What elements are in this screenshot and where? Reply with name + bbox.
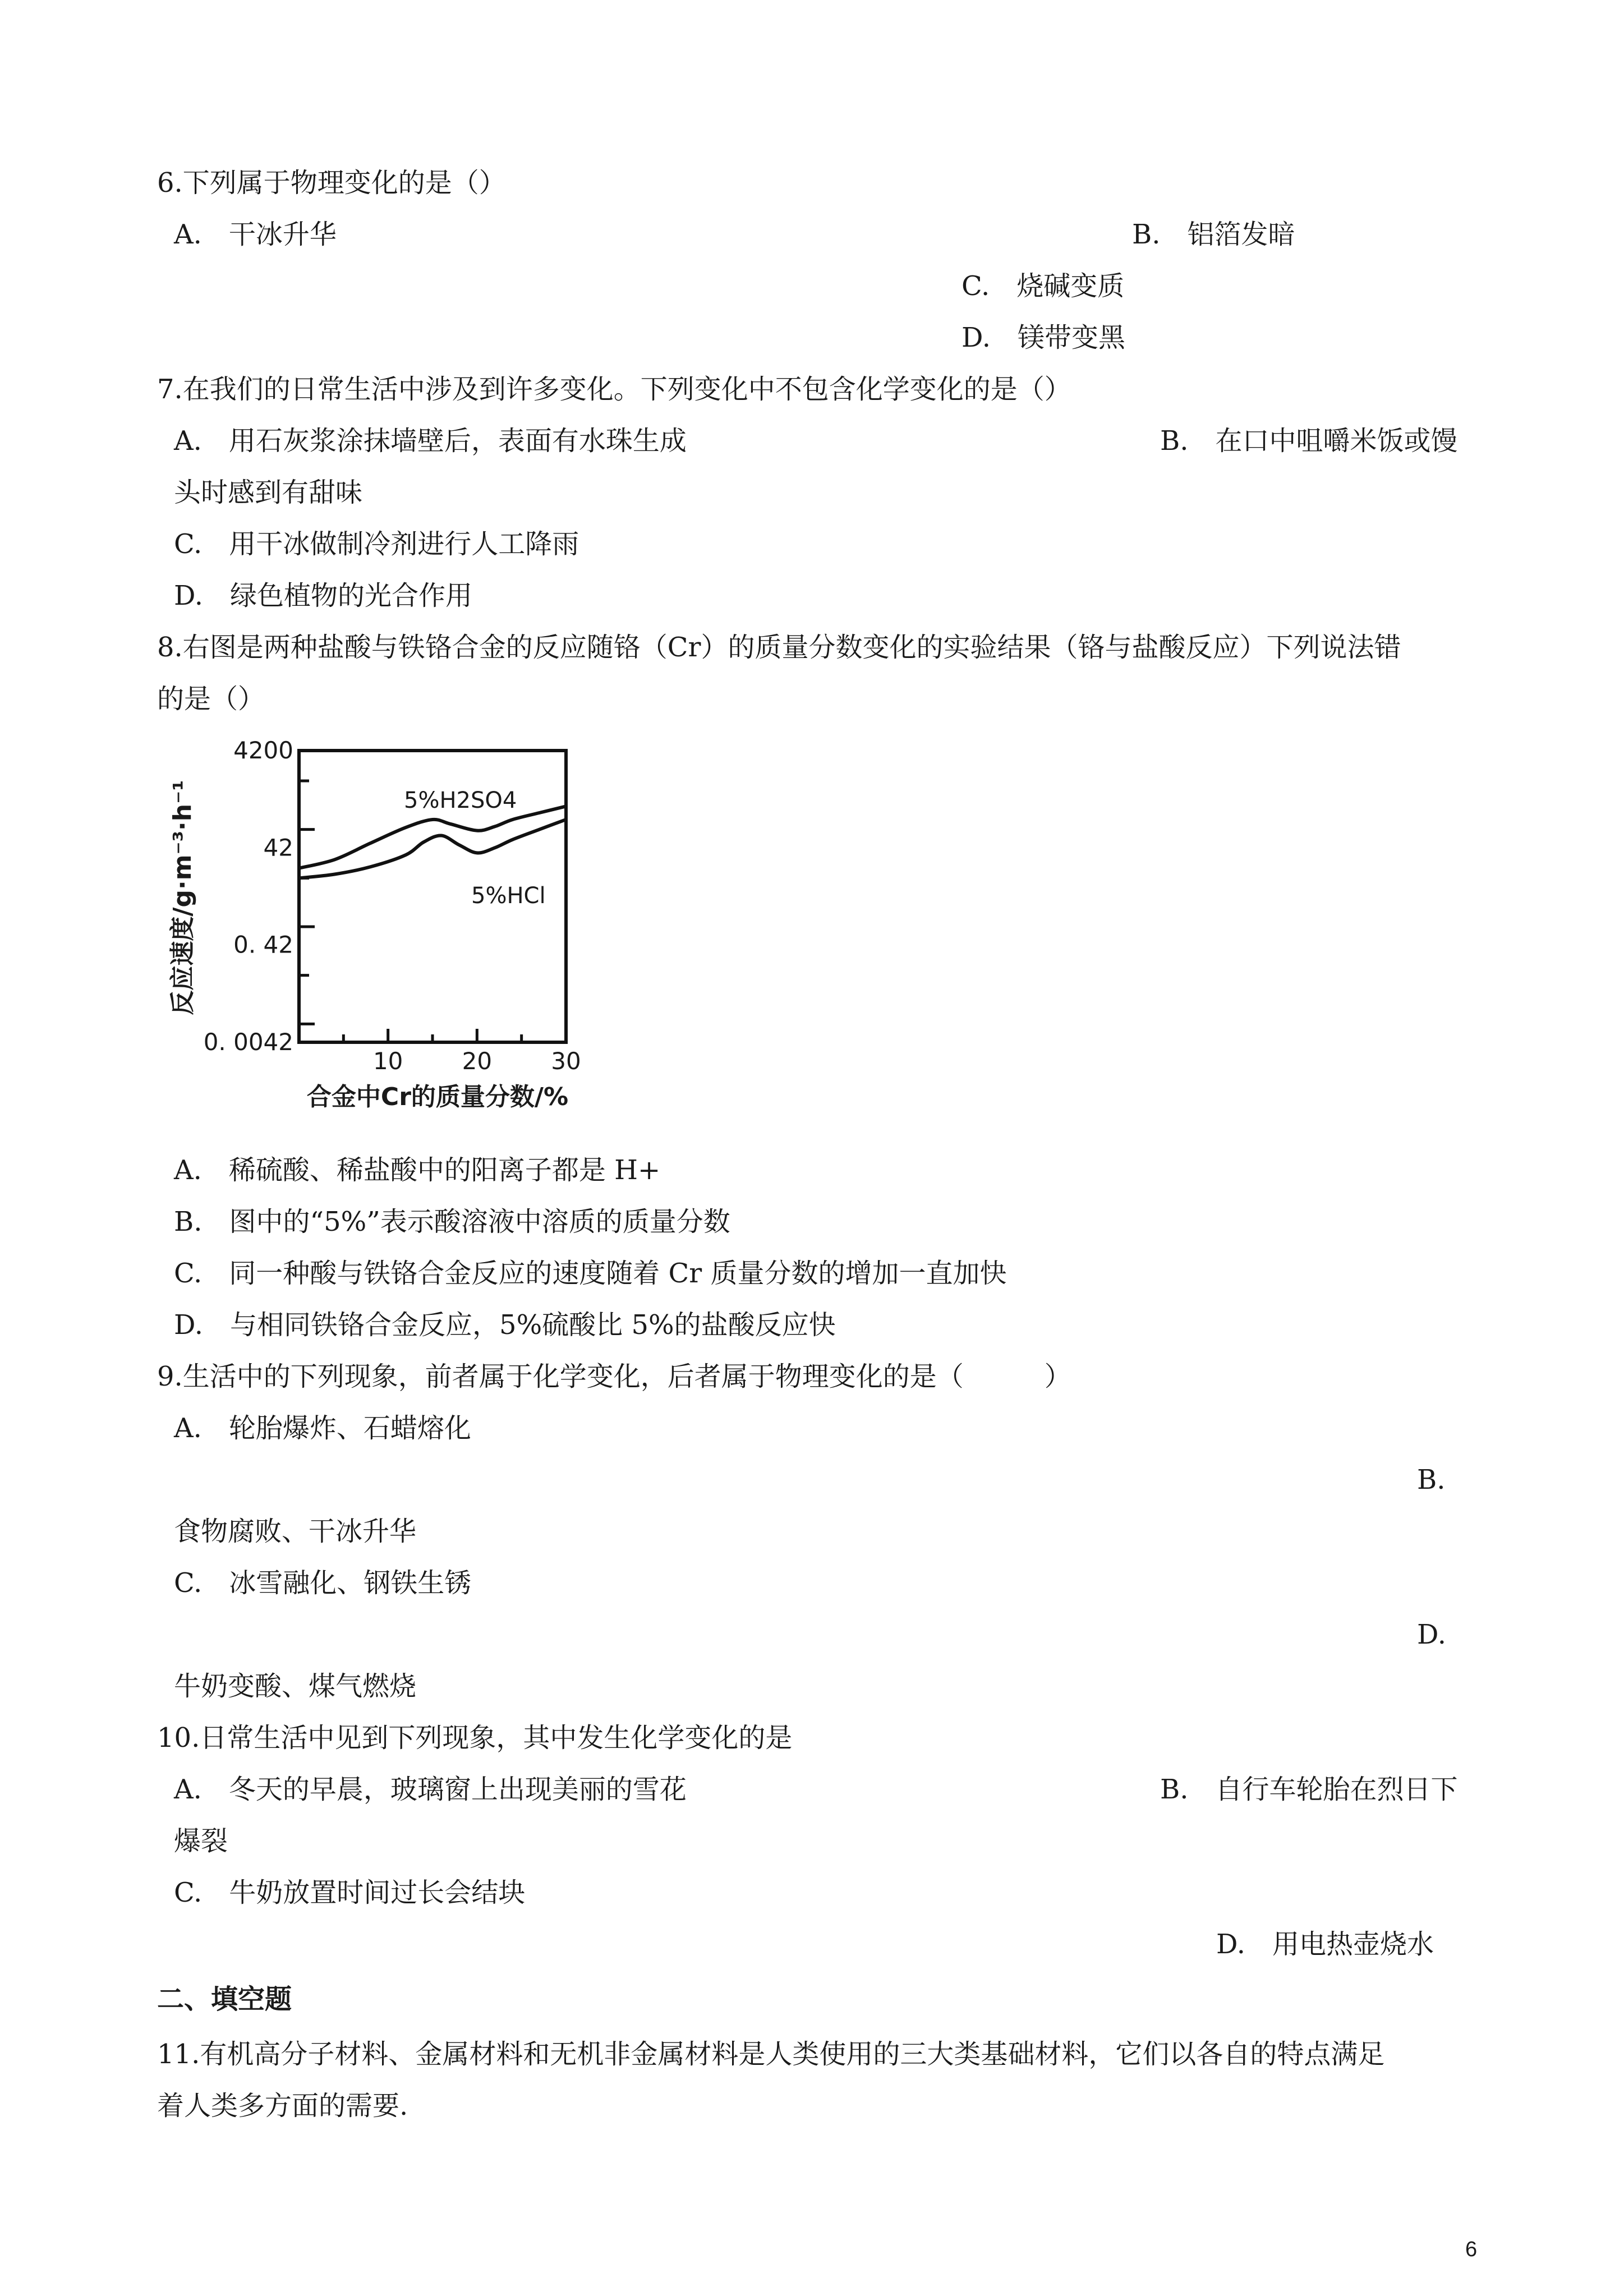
reaction-rate-chart	[157, 735, 606, 1128]
q8-option-b: B. 图中的“5%”表示酸溶液中溶质的质量分数	[174, 1206, 730, 1237]
series-label-h2so4: 5%H2SO4	[404, 788, 517, 813]
q10-option-b: B. 自行车轮胎在烈日下	[1160, 1774, 1458, 1805]
q8-option-a: A. 稀硫酸、稀盐酸中的阳离子都是 H+	[174, 1154, 661, 1186]
q10-option-d: D. 用电热壶烧水	[1216, 1929, 1434, 1960]
y-tick-label: 4200	[233, 737, 293, 764]
section-heading: 二、填空题	[157, 1984, 292, 2015]
series-label-hcl: 5%HCl	[471, 883, 546, 909]
y-tick-label: 0. 42	[233, 931, 293, 959]
x-axis-label: 合金中Cr的质量分数/%	[306, 1083, 569, 1111]
question-11-text: 11.有机高分子材料、金属材料和无机非金属材料是人类使用的三大类基础材料，它们以各自的特点满足	[157, 2039, 1385, 2070]
question-6-stem: 6.下列属于物理变化的是（）	[157, 167, 506, 199]
q9-option-b-label: B.	[1417, 1464, 1446, 1496]
q6-option-c: C. 烧碱变质	[961, 270, 1125, 302]
x-tick-label: 30	[551, 1047, 581, 1075]
q7-option-d: D. 绿色植物的光合作用	[174, 580, 473, 611]
q9-option-d-text: 牛奶变酸、煤气燃烧	[174, 1671, 417, 1702]
q6-option-a: A. 干冰升华	[174, 219, 337, 250]
series-line-hcl	[299, 820, 566, 878]
q8-option-d: D. 与相同铁铬合金反应，5%硫酸比 5%的盐酸反应快	[174, 1309, 836, 1341]
q10-option-c: C. 牛奶放置时间过长会结块	[174, 1877, 526, 1908]
question-9-stem: 9.生活中的下列现象，前者属于化学变化，后者属于物理变化的是（ ）	[157, 1361, 1071, 1392]
q7-option-b-cont: 头时感到有甜味	[174, 477, 363, 508]
q9-option-a: A. 轮胎爆炸、石蜡熔化	[174, 1412, 471, 1444]
question-8-stem-cont: 的是（）	[157, 683, 265, 715]
q8-option-c: C. 同一种酸与铁铬合金反应的速度随着 Cr 质量分数的增加一直加快	[174, 1258, 1007, 1289]
x-tick-label: 20	[462, 1047, 493, 1075]
question-11-text-cont: 着人类多方面的需要.	[157, 2090, 408, 2122]
page-number: 6	[1465, 2238, 1478, 2261]
question-10-stem: 10.日常生活中见到下列现象，其中发生化学变化的是	[157, 1722, 793, 1754]
q9-option-d-label: D.	[1417, 1619, 1447, 1650]
q6-option-b: B. 铝箔发暗	[1132, 219, 1295, 250]
y-tick-label: 42	[263, 834, 293, 862]
q9-option-b-text: 食物腐败、干冰升华	[174, 1516, 417, 1547]
q6-option-d: D. 镁带变黑	[961, 322, 1126, 353]
q7-option-a: A. 用石灰浆涂抹墙壁后，表面有水珠生成	[174, 425, 687, 457]
y-tick-label: 0. 0042	[203, 1028, 293, 1056]
q7-option-c: C. 用干冰做制冷剂进行人工降雨	[174, 528, 579, 560]
y-axis-label: 反应速度/g·m⁻³·h⁻¹	[168, 780, 197, 1015]
question-7-stem: 7.在我们的日常生活中涉及到许多变化。下列变化中不包含化学变化的是（）	[157, 374, 1071, 405]
question-8-stem: 8.右图是两种盐酸与铁铬合金的反应随铬（Cr）的质量分数变化的实验结果（铬与盐酸反应）下列说法错	[157, 632, 1401, 663]
q10-option-b-cont: 爆裂	[174, 1825, 228, 1857]
q9-option-c: C. 冰雪融化、钢铁生锈	[174, 1567, 472, 1599]
q10-option-a: A. 冬天的早晨，玻璃窗上出现美丽的雪花	[174, 1774, 687, 1805]
x-tick-label: 10	[372, 1047, 403, 1075]
q7-option-b: B. 在口中咀嚼米饭或馒	[1160, 425, 1458, 457]
